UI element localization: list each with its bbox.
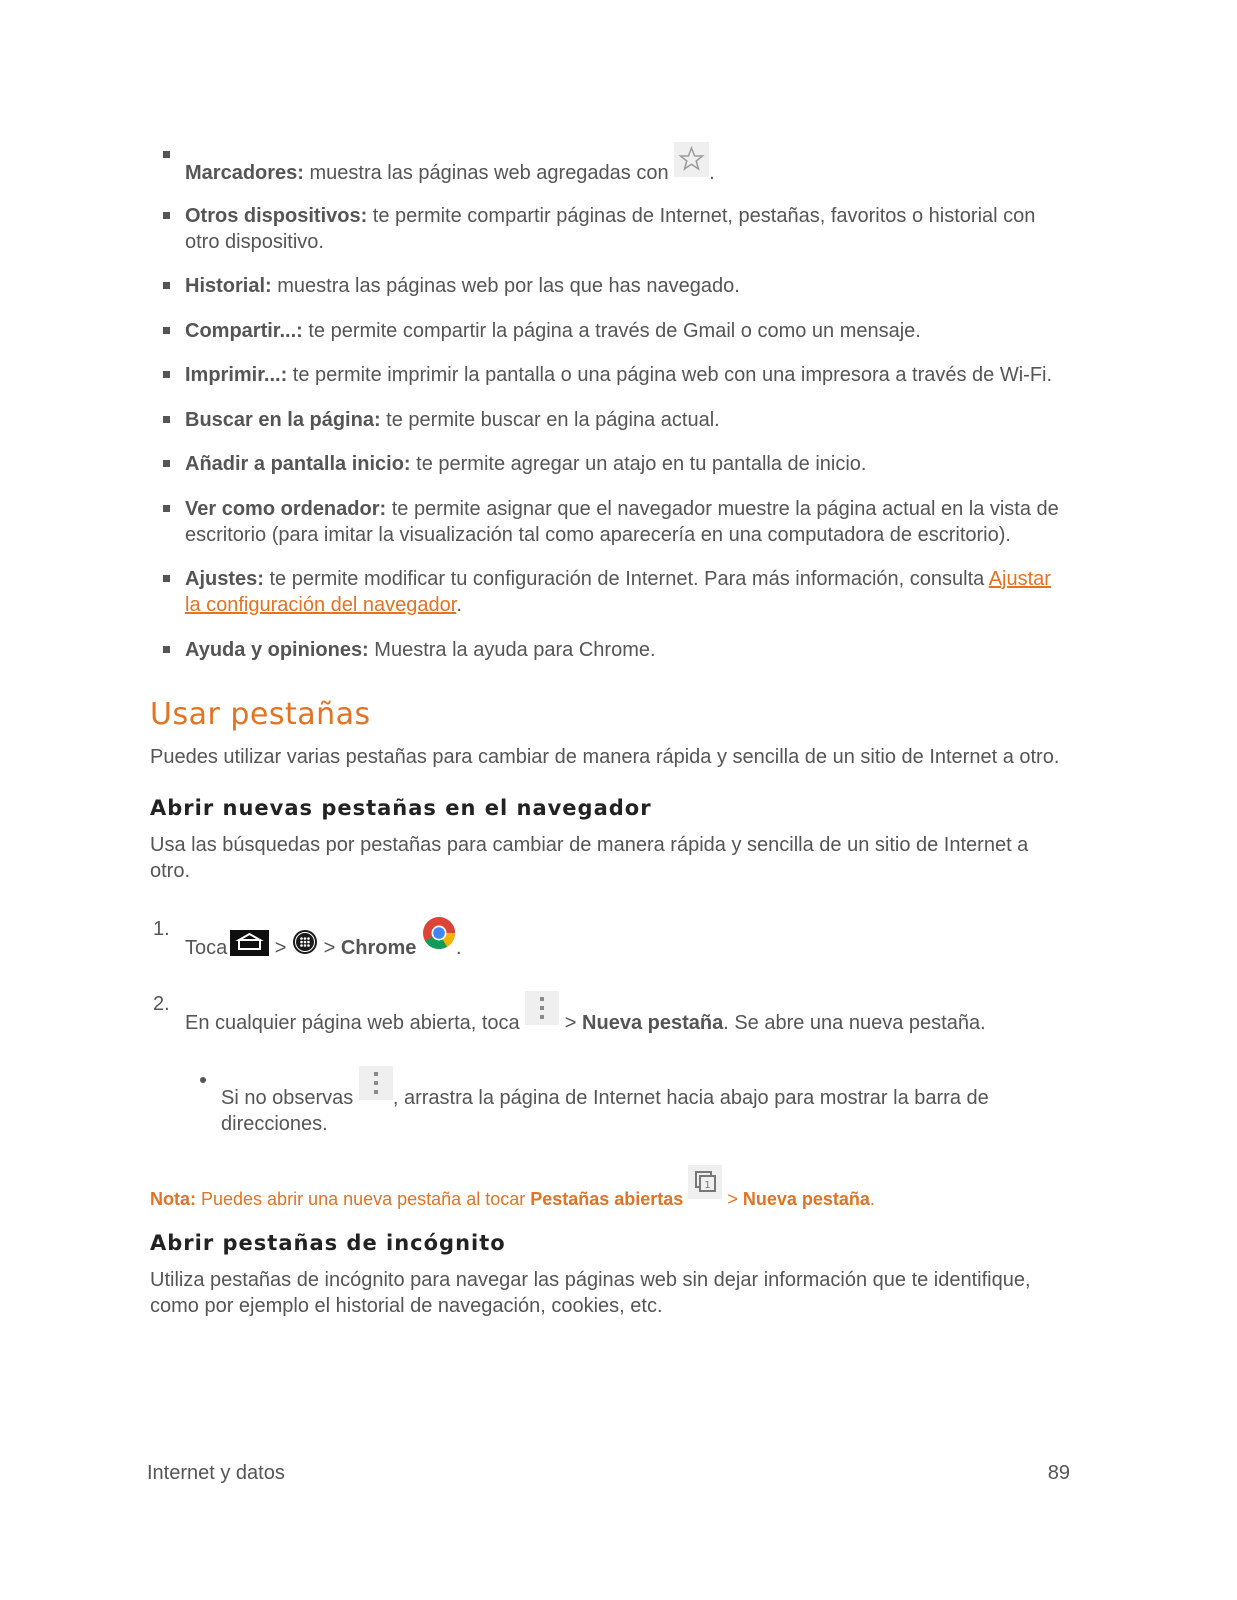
bullet-square xyxy=(163,151,170,158)
bullet-square xyxy=(163,575,170,582)
list-item xyxy=(150,273,1070,299)
item-term: Ajustes: xyxy=(185,568,264,590)
item-term: Compartir...: xyxy=(185,319,303,342)
list-item xyxy=(150,318,1070,344)
list-item xyxy=(150,203,1070,255)
list-item xyxy=(150,407,1070,433)
subsection-title-incognito: Abrir pestañas de incógnito xyxy=(150,1230,506,1255)
page-number: 89 xyxy=(1047,1462,1070,1484)
item-text: Muestra la ayuda para Chrome. xyxy=(368,638,656,661)
step-rest: . Se abre una nueva pestaña. xyxy=(723,1011,986,1034)
page-footer xyxy=(147,1462,1070,1485)
item-text: muestra las páginas web por las que has navegado. xyxy=(271,275,740,297)
bullet-square xyxy=(163,505,170,512)
item-text: te permite compartir páginas de Internet, pestañas, favoritos o historial con otro dispositivo. xyxy=(185,204,1036,253)
bullet-square xyxy=(163,371,170,378)
item-text: te permite compartir la página a través de Gmail o como un mensaje. xyxy=(302,319,921,342)
sub-bullet-item xyxy=(150,1066,1070,1137)
step-text: Toca xyxy=(185,936,228,959)
step-number: 2. xyxy=(153,992,170,1015)
note-sep: > xyxy=(722,1188,743,1209)
svg-text:1: 1 xyxy=(704,1179,712,1191)
item-text: te permite agregar un atajo en tu pantalla de inicio. xyxy=(410,453,867,475)
step-text: En cualquier página web abierta, toca xyxy=(185,1011,526,1034)
browser-settings-link[interactable]: Ajustar la configuración del navegador xyxy=(185,568,1051,616)
subsection-intro-incognito: Utiliza pestañas de incógnito para navegar las páginas web sin dejar información que te identifique, como por ejemplo el historial de navegación, cookies, etc. xyxy=(150,1268,1031,1317)
list-item xyxy=(150,362,1070,388)
chrome-icon xyxy=(422,916,456,950)
star-icon xyxy=(674,142,709,177)
step-number: 1. xyxy=(153,917,170,940)
note-text: Puedes abrir una nueva pestaña al tocar xyxy=(196,1188,531,1209)
item-after: . xyxy=(709,162,715,184)
page-content xyxy=(150,140,1070,1319)
item-text: muestra las páginas web agregadas con xyxy=(303,162,675,184)
steps-list xyxy=(150,916,1070,1036)
note xyxy=(150,1165,1070,1211)
subsection-intro-new-tabs: Usa las búsquedas por pestañas para cambiar de manera rápida y sencilla de un sitio de Internet a otro. xyxy=(150,833,1029,882)
sub-bullet-text-2: , arrastra la página de Internet hacia abajo para mostrar la barra de direcciones. xyxy=(221,1086,989,1135)
list-item xyxy=(150,637,1070,663)
bullet-square xyxy=(163,212,170,219)
step-sep: > xyxy=(269,936,293,959)
item-text: te permite buscar en la página actual. xyxy=(380,408,720,431)
step-sep: > xyxy=(318,936,341,959)
new-tab-label-note: Nueva pestaña xyxy=(742,1188,870,1209)
chrome-label: Chrome xyxy=(340,936,417,959)
subsection-title-new-tabs: Abrir nuevas pestañas en el navegador xyxy=(150,795,652,820)
step-item xyxy=(150,916,1070,961)
apps-icon xyxy=(292,929,318,955)
item-term: Marcadores: xyxy=(185,162,304,184)
item-text: te permite modificar tu configuración de Internet. Para más información, consulta xyxy=(263,568,989,590)
note-label: Nota: xyxy=(150,1188,196,1209)
menu-icon xyxy=(359,1066,393,1100)
bullet-dot xyxy=(200,1077,206,1083)
item-term: Añadir a pantalla inicio: xyxy=(185,453,411,475)
home-icon xyxy=(230,930,269,956)
bullet-square xyxy=(163,327,170,334)
bullet-square xyxy=(163,460,170,467)
menu-options-list xyxy=(150,140,1070,663)
bullet-square xyxy=(163,282,170,289)
step-end: . xyxy=(455,936,462,959)
list-item xyxy=(150,496,1070,548)
footer-section: Internet y datos xyxy=(147,1462,285,1484)
sub-bullet-text: Si no observas xyxy=(221,1086,359,1109)
item-term: Historial: xyxy=(185,275,272,297)
menu-icon xyxy=(525,991,559,1025)
item-after: . xyxy=(456,594,462,616)
step-item xyxy=(150,991,1070,1036)
open-tabs-icon xyxy=(688,1165,722,1199)
item-term: Ver como ordenador: xyxy=(185,497,387,520)
bullet-square xyxy=(163,646,170,653)
open-tabs-label: Pestañas abiertas xyxy=(530,1188,684,1209)
list-item xyxy=(150,566,1070,618)
section-intro: Puedes utilizar varias pestañas para cambiar de manera rápida y sencilla de un sitio de Internet a otro. xyxy=(150,745,1060,768)
item-term: Otros dispositivos: xyxy=(185,204,368,227)
item-text: te permite asignar que el navegador muestre la página actual en la vista de escritorio (para imitar la visualización tal como aparecería en una computadora de escritorio). xyxy=(185,497,1059,546)
step-sep: > xyxy=(559,1011,583,1034)
item-term: Buscar en la página: xyxy=(185,408,381,431)
item-term: Imprimir...: xyxy=(185,364,288,386)
item-term: Ayuda y opiniones: xyxy=(185,638,369,661)
note-end: . xyxy=(869,1188,875,1209)
bullet-square xyxy=(163,416,170,423)
list-item xyxy=(150,142,1070,186)
section-title: Usar pestañas xyxy=(150,696,371,732)
list-item xyxy=(150,451,1070,477)
item-text: te permite imprimir la pantalla o una página web con una impresora a través de Wi-Fi. xyxy=(287,364,1053,386)
new-tab-label: Nueva pestaña xyxy=(582,1011,724,1034)
